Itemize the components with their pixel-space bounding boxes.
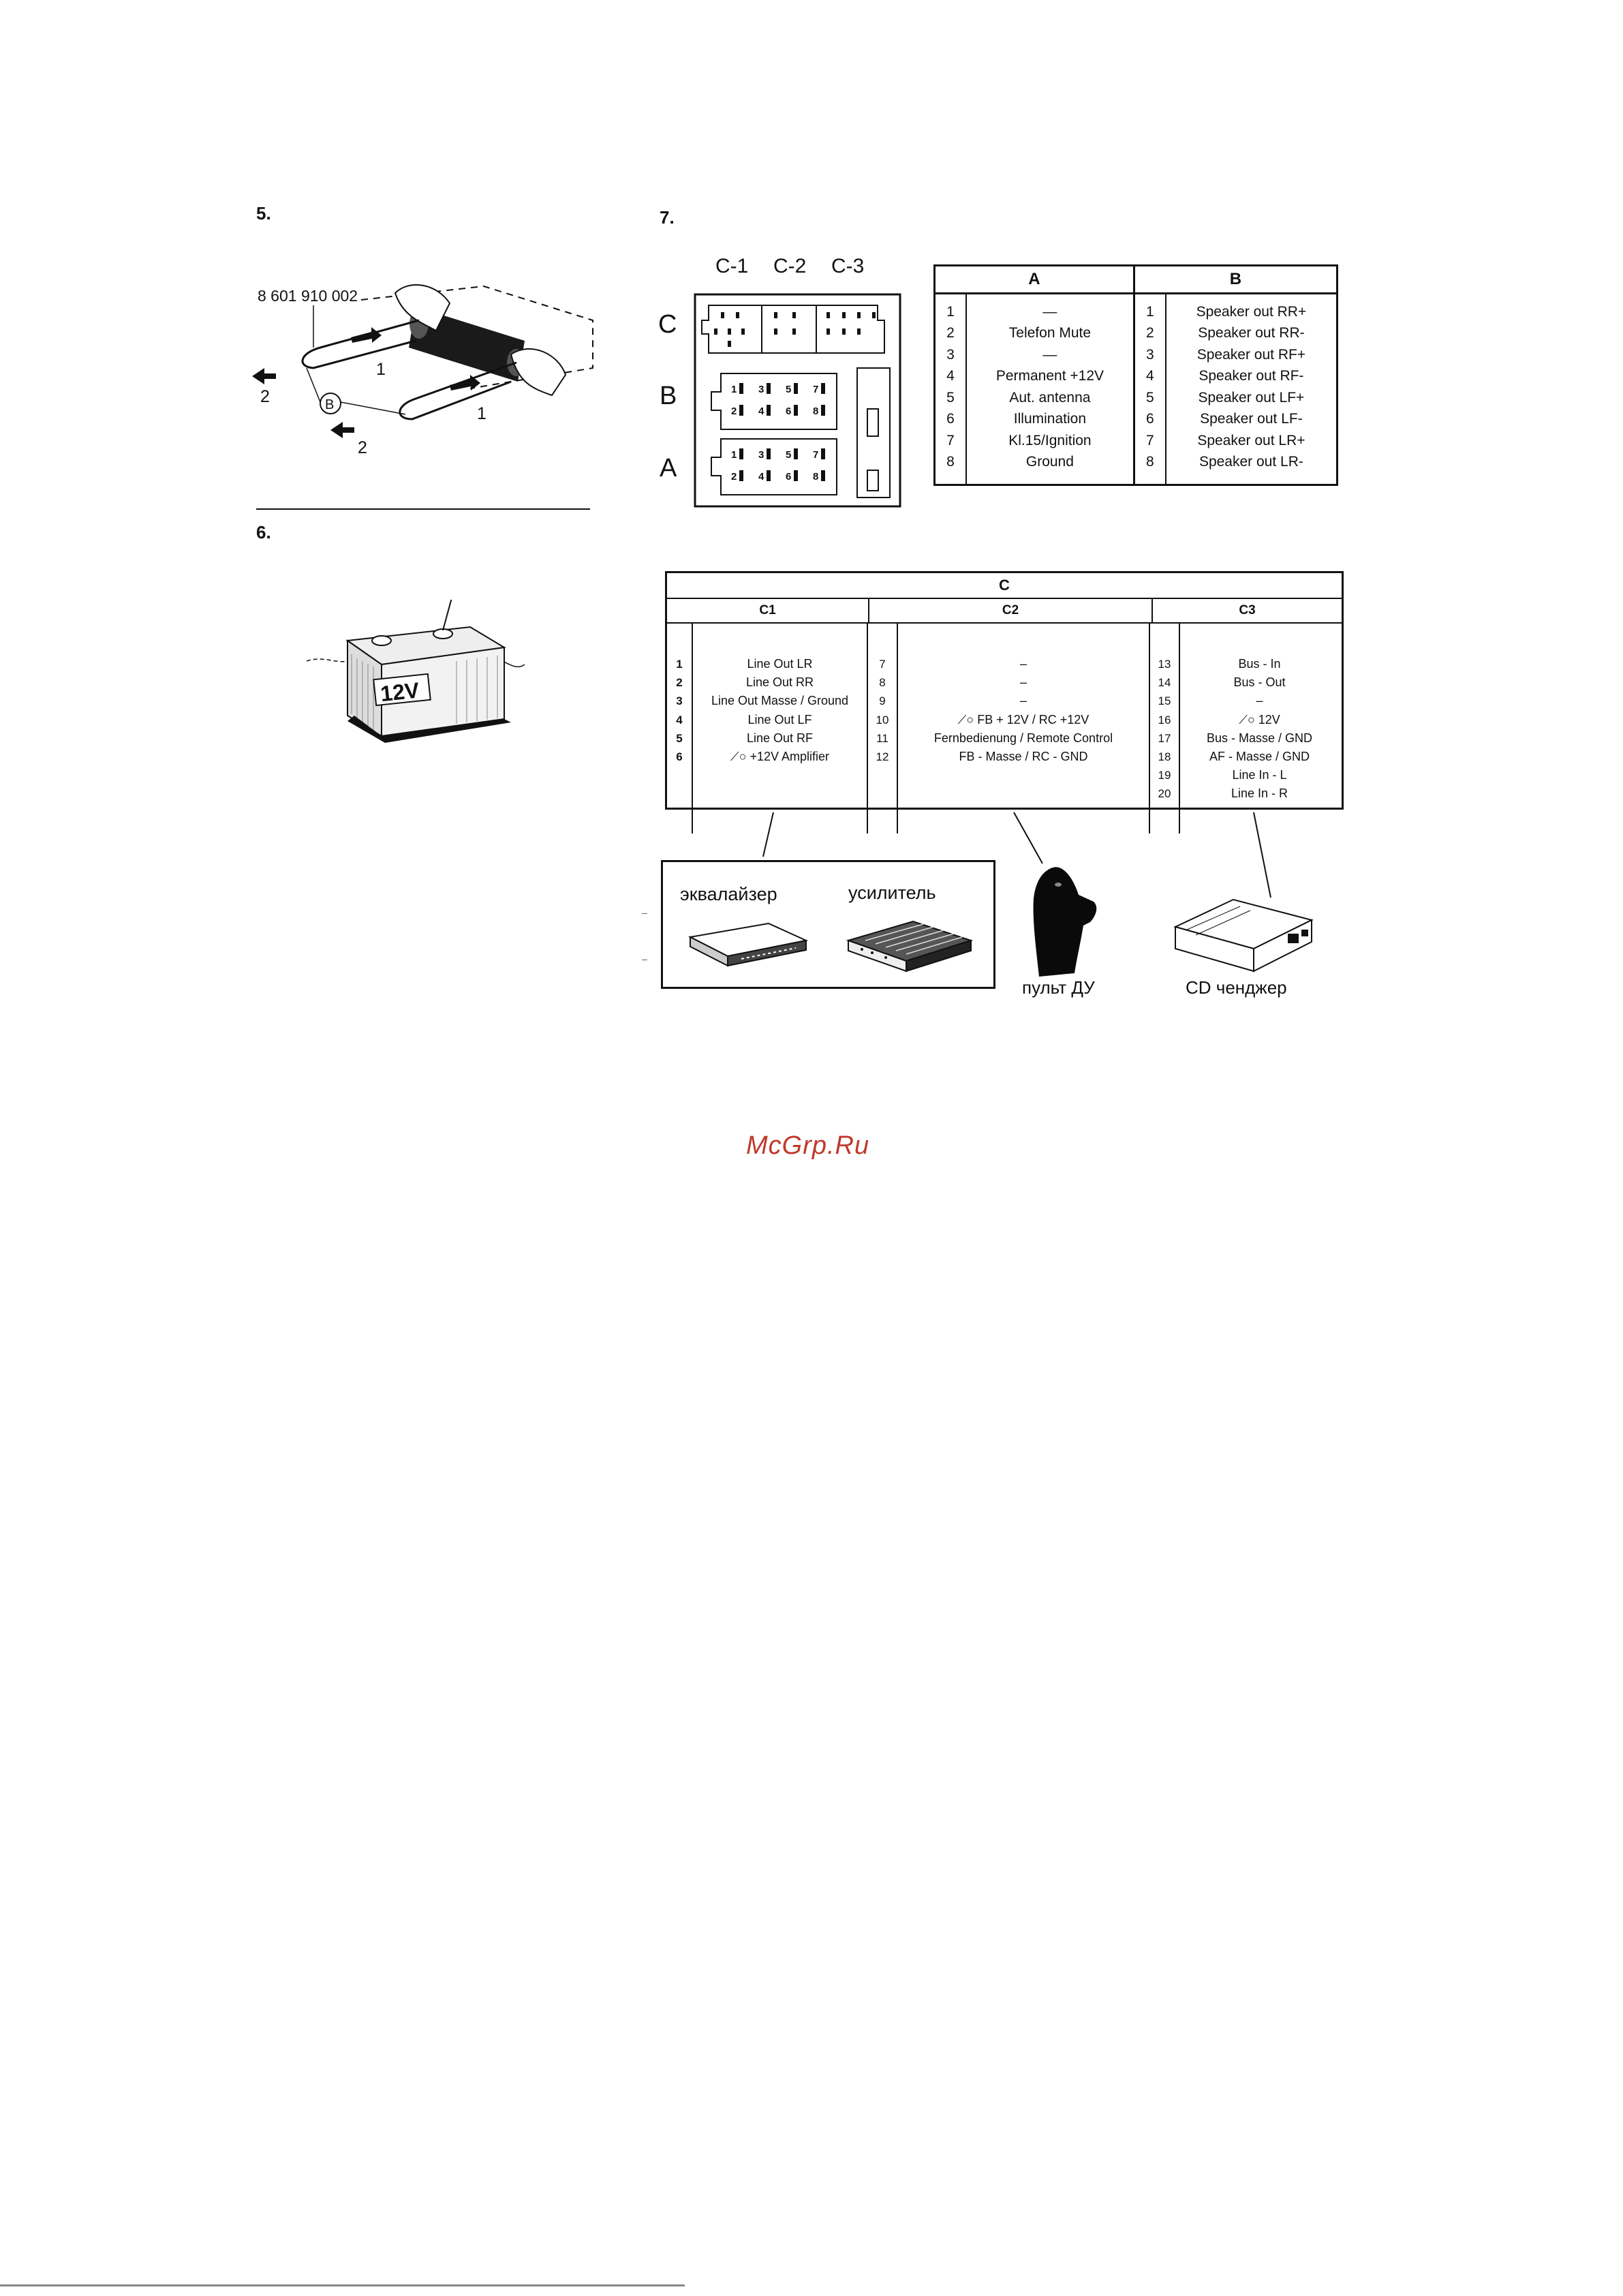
table-c-title: C <box>667 573 1342 599</box>
a-pin-4: 4 <box>758 471 764 483</box>
connector-side-b: B <box>660 382 677 410</box>
switch-icon: ⟋○ <box>730 749 747 763</box>
iso-connector-diagram <box>694 293 901 508</box>
table-row: 5 Aut. antenna 5 Speaker out LF+ <box>935 387 1338 409</box>
table-row: 4 Permanent +12V 4 Speaker out RF- <box>935 366 1338 388</box>
cd-changer-illustration <box>1172 893 1315 975</box>
table-row: 6 Illumination 6 Speaker out LF- <box>935 409 1338 431</box>
table-row: 7 Kl.15/Ignition 7 Speaker out LR+ <box>935 430 1338 452</box>
table-c3-header: C3 <box>1239 603 1256 617</box>
table-row: 8 Ground 8 Speaker out LR- <box>935 452 1338 474</box>
label-b-circle: B <box>325 397 335 412</box>
b-pin-6: 6 <box>786 405 792 417</box>
a-pin-7: 7 <box>813 449 819 461</box>
battery-illustration <box>307 600 525 750</box>
remote-label: пульт ДУ <box>1022 977 1095 998</box>
connector-side-c: C <box>658 310 677 339</box>
pinout-table-ab <box>933 264 1338 486</box>
label-2-left: 2 <box>260 387 270 406</box>
b-pin-2: 2 <box>731 405 737 417</box>
battery-voltage-label: 12V <box>379 677 420 707</box>
amplifier-illustration <box>845 913 974 975</box>
a-pin-1: 1 <box>731 449 737 461</box>
switch-icon: ⟋○ <box>957 712 974 726</box>
removal-keys-illustration <box>245 266 600 470</box>
c3-pin-numbers: 13 14 15 16 17 18 19 20 <box>1150 624 1180 833</box>
table-a-header: A <box>935 266 1134 294</box>
table-row: 3 — 3 Speaker out RF+ <box>935 344 1338 366</box>
b-pin-4: 4 <box>758 405 764 417</box>
a-pin-5: 5 <box>786 449 792 461</box>
c2-pin-labels: – – – ⟋○ FB + 12V / RC +12V Fernbedienung / Remote Control FB - Masse / RC - GND <box>898 624 1150 833</box>
b-pin-8: 8 <box>813 405 819 417</box>
label-2-bottom: 2 <box>358 438 367 457</box>
b-pin-7: 7 <box>813 384 819 395</box>
a-pin-2: 2 <box>731 471 737 483</box>
page-bottom-edge <box>0 2284 685 2286</box>
equalizer-label: эквалайзер <box>680 884 777 904</box>
c3-pin-labels: Bus - In Bus - Out – ⟋○ 12V Bus - Masse / GND AF - Masse / GND Line In - L Line In - R <box>1206 657 1313 801</box>
part-number: 8 601 910 002 <box>258 287 358 305</box>
connector-label-c1: C-1 <box>715 255 749 277</box>
connector-label-c3: C-3 <box>831 255 865 277</box>
cd-changer-label: CD ченджер <box>1186 977 1287 998</box>
label-1-upper: 1 <box>376 360 386 379</box>
pinout-table-c <box>665 571 1344 810</box>
watermark-text: McGrp.Ru <box>746 1131 870 1160</box>
b-pin-3: 3 <box>758 384 764 395</box>
step-7-number: 7. <box>660 207 675 228</box>
table-row: 1 — 1 Speaker out RR+ <box>935 301 1338 323</box>
a-pin-3: 3 <box>758 449 764 461</box>
remote-control-illustration <box>1025 864 1107 980</box>
c1-pin-numbers: 1 2 3 4 5 6 <box>667 624 693 833</box>
step-5-number: 5. <box>256 203 271 224</box>
a-pin-6: 6 <box>786 471 792 483</box>
label-1-lower: 1 <box>477 404 486 423</box>
section-divider <box>256 508 590 510</box>
amplifier-label: усилитель <box>848 883 936 903</box>
switch-icon: ⟋○ <box>1239 712 1255 726</box>
connector-label-c2: C-2 <box>773 255 807 277</box>
table-c2-header: C2 <box>869 599 1153 622</box>
c1-pin-labels: Line Out LR Line Out RR Line Out Masse / Ground Line Out LF Line Out RF ⟋○ +12V Amplifier <box>693 624 868 833</box>
table-c1-header: C1 <box>667 599 869 622</box>
table-row: 2 Telefon Mute 2 Speaker out RR- <box>935 323 1338 345</box>
table-b-header: B <box>1134 266 1337 294</box>
b-pin-1: 1 <box>731 384 737 395</box>
connector-side-a: A <box>660 454 677 483</box>
c2-pin-numbers: 7 8 9 10 11 12 <box>868 624 898 833</box>
a-pin-8: 8 <box>813 471 819 483</box>
equalizer-illustration <box>687 917 809 971</box>
margin-mark <box>642 913 647 914</box>
step-6-number: 6. <box>256 522 271 542</box>
b-pin-5: 5 <box>786 384 792 395</box>
